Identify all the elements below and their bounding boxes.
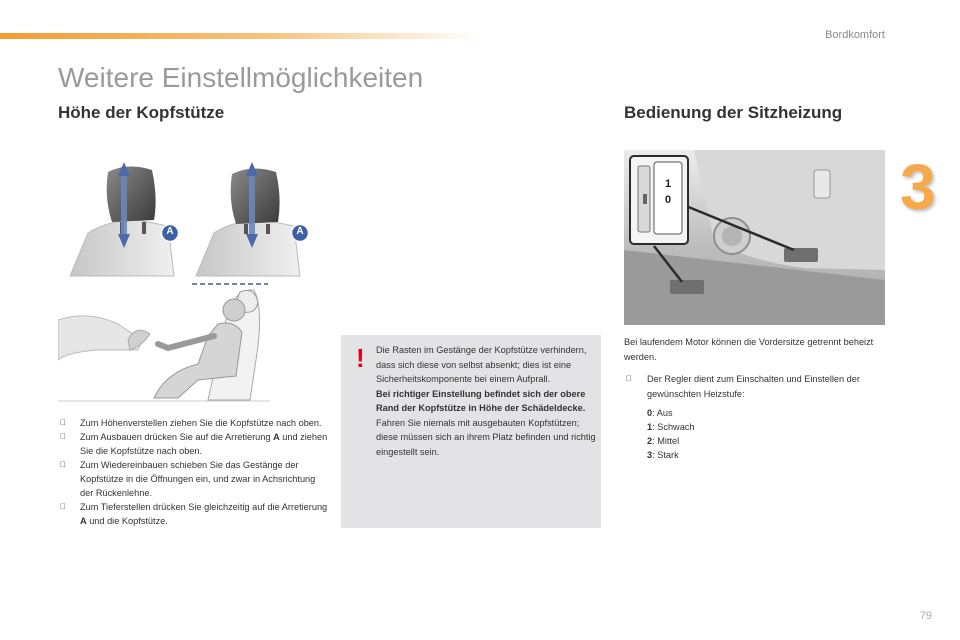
- instruction-item: Zum Tieferstellen drücken Sie gleichzeitig auf die Arretierung A und die Kopfstütze.: [58, 500, 328, 528]
- seat-heating-photo: [624, 150, 885, 325]
- instruction-item: Zum Wiedereinbauen schieben Sie das Gestänge der Kopfstütze in die Öffnungen ein, und zwar in Achsrichtung der Rückenlehne.: [58, 458, 328, 500]
- page-number: 79: [919, 610, 932, 622]
- instruction-item: Zum Höhenverstellen ziehen Sie die Kopfstütze nach oben.: [58, 416, 328, 430]
- heating-levels: [647, 406, 695, 462]
- callout-a-label-2: A: [296, 226, 304, 237]
- instruction-item: Der Regler dient zum Einschalten und Einstellen der gewünschten Heizstufe:: [624, 372, 889, 401]
- bullet-marker: [626, 372, 632, 387]
- warning-text: Die Rasten im Gestänge der Kopfstütze verhindern, dass sich diese von selbst absenkt; dies ist eine Sicherheitskomponente bei einem Aufprall. Bei richtiger Einstellung befindet sich der obere Rand der Kopfstütze in Höhe der Schädeldecke. Fahren Sie niemals mit ausgebauten Kopfstützen; diese müssen sich an ihrem Platz befinden und richtig eingestellt sein.: [376, 345, 596, 457]
- level-item: 0: Aus: [647, 408, 673, 418]
- callout-a-badge-2: [290, 223, 310, 243]
- headrest-instructions: [58, 416, 328, 528]
- level-item: 3: Stark: [647, 450, 679, 460]
- switch-label-0: 0: [665, 194, 672, 206]
- callout-a-label-1: A: [166, 226, 174, 237]
- switch-label-1: 1: [665, 178, 672, 190]
- headrest-illustration-1: [68, 158, 186, 278]
- page-title: Weitere Einstellmöglichkeiten: [58, 62, 424, 93]
- warning-box: [341, 335, 601, 528]
- bullet-marker: [60, 458, 66, 472]
- headrest-heading: Höhe der Kopfstütze: [58, 103, 225, 122]
- headrest-illustration-2: [194, 158, 312, 278]
- warning-icon: !: [356, 343, 365, 373]
- level-item: 1: Schwach: [647, 422, 695, 432]
- seat-heating-text: [624, 335, 889, 401]
- chapter-number: 3: [900, 151, 936, 223]
- bullet-marker: [60, 500, 66, 514]
- header-accent-bar: [0, 33, 480, 39]
- bullet-marker: [60, 416, 66, 430]
- bullet-marker: [60, 430, 66, 444]
- driver-posture-illustration: [58, 280, 270, 402]
- seat-heating-heading: Bedienung der Sitzheizung: [624, 103, 843, 122]
- seat-heating-intro: Bei laufendem Motor können die Vordersitze getrennt beheizt werden.: [624, 337, 874, 362]
- level-item: 2: Mittel: [647, 436, 680, 446]
- instruction-item: Zum Ausbauen drücken Sie auf die Arretierung A und ziehen Sie die Kopfstütze nach oben.: [58, 430, 328, 458]
- section-label: Bordkomfort: [825, 29, 885, 41]
- callout-a-badge-1: [160, 223, 180, 243]
